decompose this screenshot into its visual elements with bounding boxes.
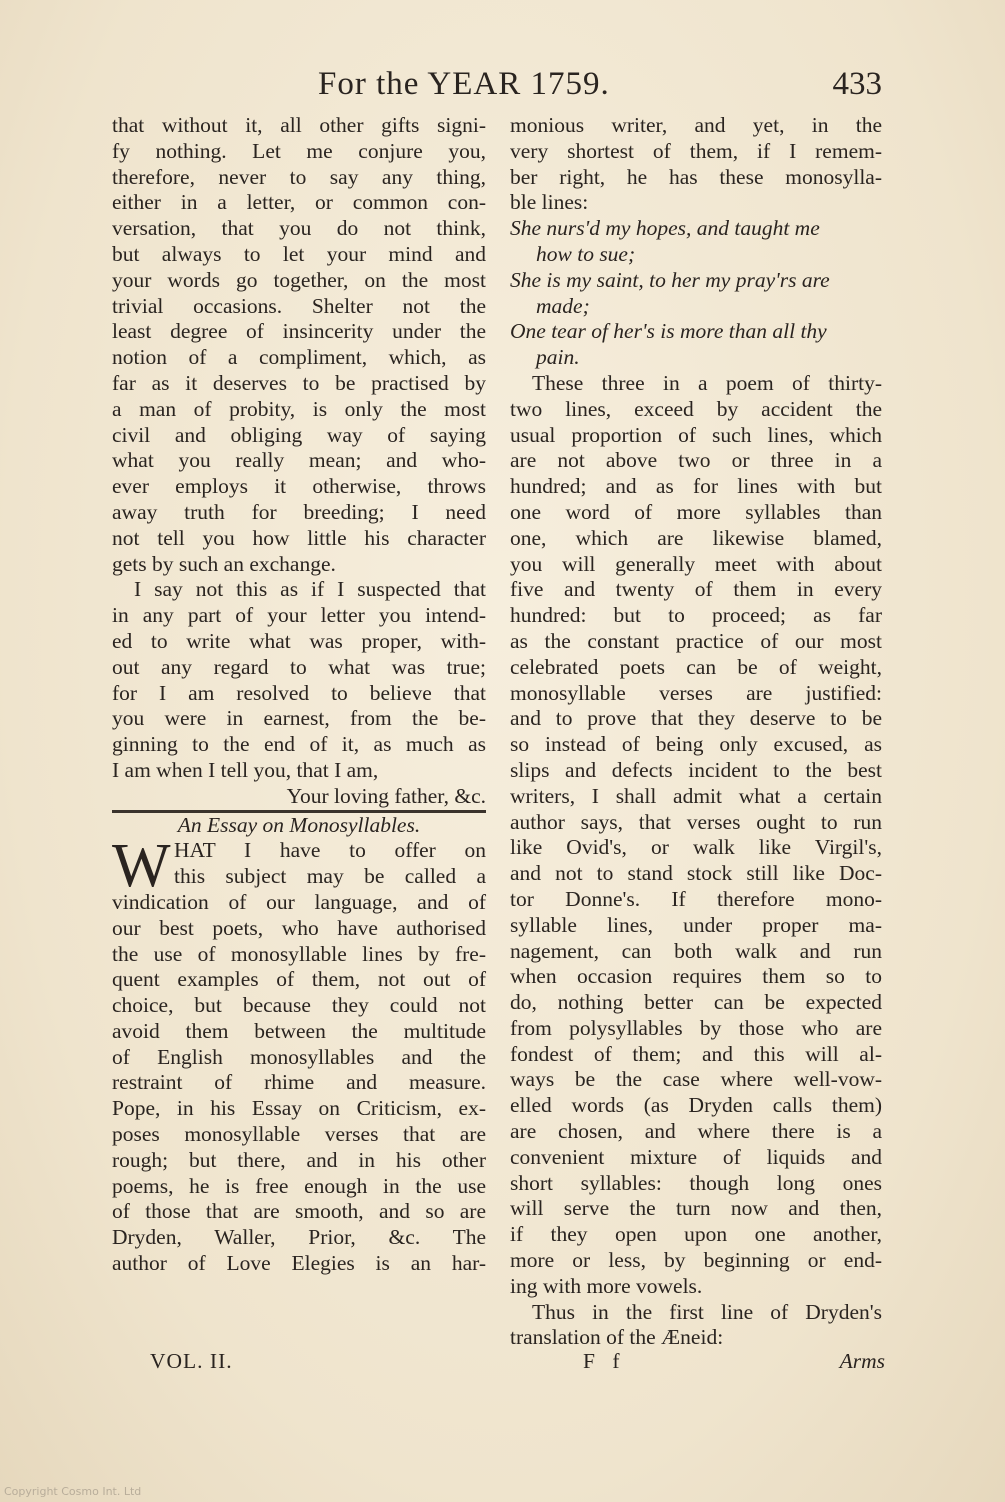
quoted-verse: [510, 216, 882, 371]
text-line: syllable lines, under proper ma-: [510, 912, 882, 937]
text-line: quent examples of them, not out of: [112, 967, 486, 992]
text-line: our best poets, who have authorised: [112, 915, 486, 940]
text-line: the use of monosyllable lines by fre-: [112, 941, 486, 966]
catchword: Arms: [839, 1349, 885, 1373]
letter-paragraph-1: [112, 113, 486, 577]
volume-number: VOL. II.: [150, 1349, 233, 1373]
text-line: therefore, never to say any thing,: [112, 164, 486, 189]
text-line: of those that are smooth, and so are: [112, 1199, 486, 1224]
text-line: monosyllable verses are justified:: [510, 680, 882, 705]
text-line: restraint of rhime and measure.: [112, 1070, 486, 1095]
text-line: and to prove that they deserve to be: [510, 706, 882, 731]
essay-title: An Essay on Monosyllables.: [177, 812, 421, 837]
right-column: [510, 113, 882, 1351]
text-line: will serve the turn now and then,: [510, 1196, 882, 1221]
text-line: for I am resolved to believe that: [112, 680, 486, 705]
text-line: nagement, can both walk and run: [510, 938, 882, 963]
running-title: For the YEAR 1759.: [318, 66, 610, 102]
text-line: slips and defects incident to the best: [510, 757, 882, 782]
running-header: [0, 62, 1005, 112]
text-line: ginning to the end of it, as much as: [112, 732, 486, 757]
text-line: either in a letter, or common con-: [112, 190, 486, 215]
text-line: are not above two or three in a: [510, 448, 882, 473]
text-line: what you really mean; and who-: [112, 448, 486, 473]
text-line: out any regard to what was true;: [112, 654, 486, 679]
text-line: I say not this as if I suspected that: [134, 577, 486, 602]
right-paragraph-2: [510, 371, 882, 1300]
text-line: one, which are likewise blamed,: [510, 525, 882, 550]
text-line: translation of the Æneid:: [510, 1325, 724, 1350]
text-line: trivial occasions. Shelter not the: [112, 293, 486, 318]
text-line: short syllables: though long ones: [510, 1170, 882, 1195]
text-line: ways be the case where well-vow-: [510, 1067, 882, 1092]
text-line: hundred: but to proceed; as far: [510, 603, 882, 628]
text-line: fy nothing. Let me conjure you,: [112, 138, 486, 163]
text-line: elled words (as Dryden calls them): [510, 1093, 882, 1118]
text-line: of English monosyllables and the: [112, 1044, 486, 1069]
text-line: tor Donne's. If therefore mono-: [510, 886, 882, 911]
text-line: Pope, in his Essay on Criticism, ex-: [112, 1096, 486, 1121]
drop-cap: W: [112, 832, 171, 901]
text-line: poses monosyllable verses that are: [112, 1122, 486, 1147]
right-paragraph-1: [510, 113, 882, 216]
verse-line-continuation: pain.: [536, 345, 580, 370]
text-line: that without it, all other gifts signi-: [112, 113, 486, 137]
text-line: not tell you how little his character: [112, 525, 486, 550]
text-line: choice, but because they could not: [112, 993, 486, 1018]
verse-line: One tear of her's is more than all thy: [510, 319, 827, 344]
text-line: author says, that verses ought to run: [510, 809, 882, 834]
text-line: five and twenty of them in every: [510, 577, 882, 602]
page-number: 433: [832, 66, 882, 102]
right-paragraph-3: [510, 1300, 882, 1352]
text-line: civil and obliging way of saying: [112, 422, 486, 447]
text-line: I am when I tell you, that I am,: [112, 757, 379, 782]
text-line: least degree of insincerity under the: [112, 319, 486, 344]
text-line: in any part of your letter you intend-: [112, 603, 486, 628]
text-line: ble lines:: [510, 190, 589, 215]
text-line: but always to let your mind and: [112, 241, 486, 266]
text-line: Thus in the first line of Dryden's: [532, 1299, 882, 1324]
text-line: writers, I shall admit what a certain: [510, 783, 882, 808]
text-line: a man of probity, is only the most: [112, 396, 486, 421]
text-line: gets by such an exchange.: [112, 551, 336, 576]
copyright-watermark: Copyright Cosmo Int. Ltd: [4, 1485, 142, 1498]
text-line: hundred; and as for lines with but: [510, 474, 882, 499]
text-line: are chosen, and where there is a: [510, 1119, 882, 1144]
text-line: celebrated poets can be of weight,: [510, 654, 882, 679]
text-line: far as it deserves to be practised by: [112, 370, 486, 395]
text-line: author of Love Elegies is an har-: [112, 1251, 486, 1276]
text-line: if they open upon one another,: [510, 1222, 882, 1247]
text-line: versation, that you do not think,: [112, 216, 486, 241]
verse-line-continuation: how to sue;: [536, 241, 636, 266]
text-line: monious writer, and yet, in the: [510, 113, 882, 137]
text-line: notion of a compliment, which, as: [112, 345, 486, 370]
text-line: your words go together, on the most: [112, 267, 486, 292]
text-line: convenient mixture of liquids and: [510, 1144, 882, 1169]
left-column: [112, 113, 486, 1277]
text-line: away truth for breeding; I need: [112, 499, 486, 524]
text-line: These three in a poem of thirty-: [532, 370, 882, 395]
text-line: two lines, exceed by accident the: [510, 396, 882, 421]
text-line: you were in earnest, from the be-: [112, 706, 486, 731]
letter-signoff: Your loving father, &c.: [286, 783, 486, 808]
essay-body: [112, 890, 486, 1277]
text-line: fondest of them; and this will al-: [510, 1041, 882, 1066]
text-line: this subject may be called a: [174, 864, 486, 889]
verse-line: She is my saint, to her my pray'rs are: [510, 267, 830, 292]
text-line: very shortest of them, if I remem-: [510, 138, 882, 163]
text-line: poems, he is free enough in the use: [112, 1173, 486, 1198]
letter-paragraph-2: [112, 577, 486, 783]
text-line: and not to stand stock still like Doc-: [510, 861, 882, 886]
text-line: when occasion requires them so to: [510, 964, 882, 989]
text-line: from polysyllables by those who are: [510, 1015, 882, 1040]
text-line: avoid them between the multitude: [112, 1018, 486, 1043]
text-line: you will generally meet with about: [510, 551, 882, 576]
essay-opening: [112, 832, 486, 1277]
text-line: Dryden, Waller, Prior, &c. The: [112, 1225, 486, 1250]
text-line: ing with more vowels.: [510, 1273, 703, 1298]
text-line: HAT I have to offer on: [174, 838, 486, 863]
text-line: rough; but there, and in his other: [112, 1147, 486, 1172]
text-line: one word of more syllables than: [510, 499, 882, 524]
signature-mark: F f: [583, 1349, 626, 1373]
text-line: ed to write what was proper, with-: [112, 628, 486, 653]
verse-line: She nurs'd my hopes, and taught me: [510, 216, 820, 241]
text-line: do, nothing better can be expected: [510, 990, 882, 1015]
text-line: vindication of our language, and of: [112, 889, 486, 914]
text-line: as the constant practice of our most: [510, 628, 882, 653]
text-line: ber right, he has these monosylla-: [510, 164, 882, 189]
text-line: like Ovid's, or walk like Virgil's,: [510, 835, 882, 860]
verse-line-continuation: made;: [536, 293, 590, 318]
text-line: so instead of being only excused, as: [510, 732, 882, 757]
text-line: ever employs it otherwise, throws: [112, 474, 486, 499]
text-line: more or less, by beginning or end-: [510, 1248, 882, 1273]
text-line: usual proportion of such lines, which: [510, 422, 882, 447]
